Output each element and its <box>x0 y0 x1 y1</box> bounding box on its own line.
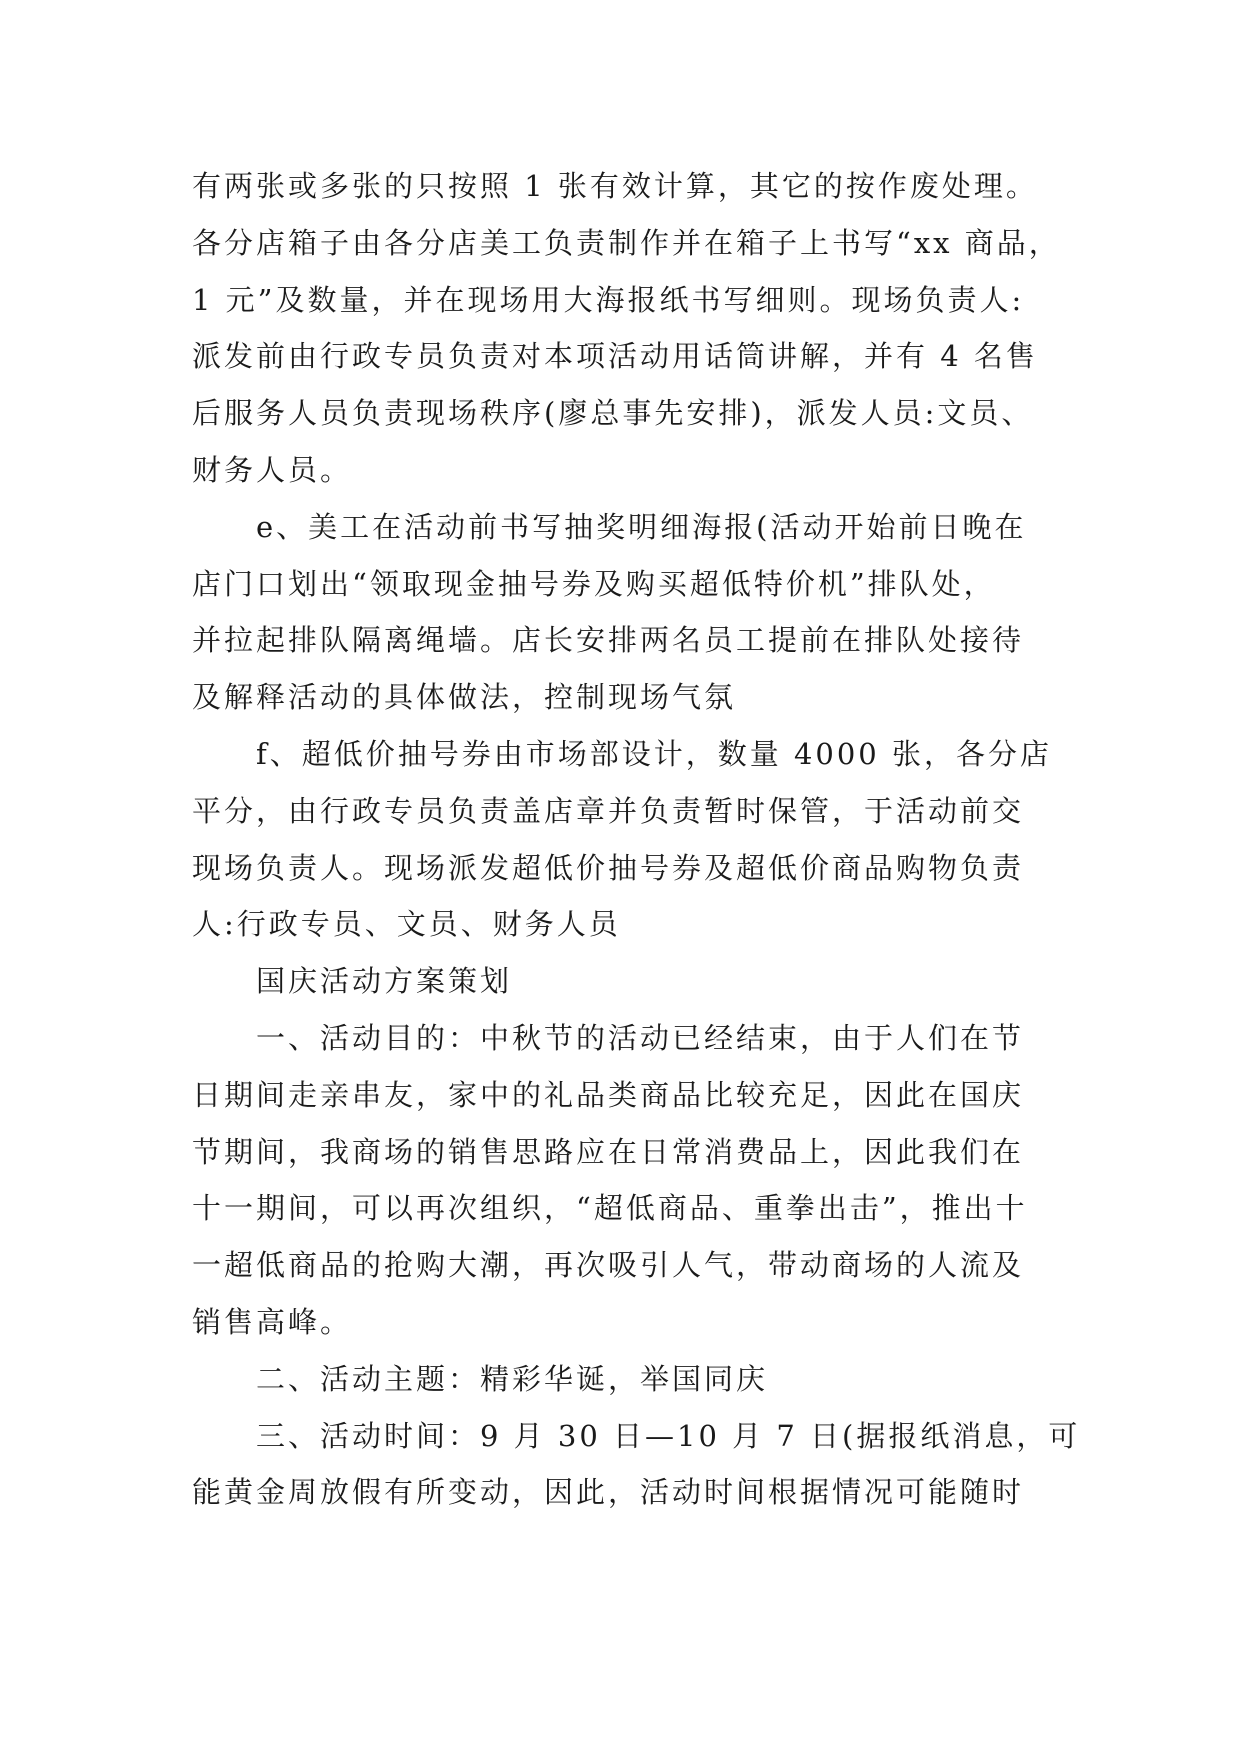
text-line: 能黄金周放假有所变动，因此，活动时间根据情况可能随时 <box>192 1475 1025 1510</box>
section-heading: 国庆活动方案策划 <box>256 964 513 999</box>
text-line: 平分，由行政专员负责盖店章并负责暂时保管，于活动前交 <box>192 793 1025 828</box>
text-line: 节期间，我商场的销售思路应在日常消费品上，因此我们在 <box>192 1134 1025 1169</box>
text-line: 现场负责人。现场派发超低价抽号券及超低价商品购物负责 <box>192 850 1025 885</box>
paragraph-start-line: 一、活动目的：中秋节的活动已经结束，由于人们在节 <box>256 1020 1025 1055</box>
text-line: 店门口划出“领取现金抽号券及购买超低特价机”排队处， <box>192 566 996 601</box>
text-line: 并拉起排队隔离绳墙。店长安排两名员工提前在排队处接待 <box>192 623 1025 658</box>
text-line: 1 元”及数量，并在现场用大海报纸书写细则。现场负责人: <box>192 282 1025 317</box>
text-line: 十一期间，可以再次组织，“超低商品、重拳出击”，推出十 <box>192 1191 1028 1226</box>
paragraph-start-line: 二、活动主题：精彩华诞，举国同庆 <box>256 1361 769 1396</box>
paragraph-start-line: 三、活动时间：9 月 30 日—10 月 7 日(据报纸消息，可 <box>256 1418 1081 1453</box>
text-line: 人:行政专员、文员、财务人员 <box>192 907 621 942</box>
text-line: 财务人员。 <box>192 452 353 487</box>
document-body <box>192 158 1081 1521</box>
text-line: 一超低商品的抢购大潮，再次吸引人气，带动商场的人流及 <box>192 1248 1025 1283</box>
paragraph-start-line: f、超低价抽号券由市场部设计，数量 4000 张，各分店 <box>256 736 1052 771</box>
text-line: 各分店箱子由各分店美工负责制作并在箱子上书写“xx 商品， <box>192 225 1061 260</box>
paragraph-start-line: e、美工在活动前书写抽奖明细海报(活动开始前日晚在 <box>256 509 1027 544</box>
text-line: 派发前由行政专员负责对本项活动用话筒讲解，并有 4 名售 <box>192 339 1038 374</box>
text-line: 日期间走亲串友，家中的礼品类商品比较充足，因此在国庆 <box>192 1077 1025 1112</box>
text-line: 销售高峰。 <box>192 1304 353 1339</box>
text-line: 后服务人员负责现场秩序(廖总事先安排)，派发人员:文员、 <box>192 396 1034 431</box>
text-line: 及解释活动的具体做法，控制现场气氛 <box>192 680 737 715</box>
text-line: 有两张或多张的只按照 1 张有效计算，其它的按作废处理。 <box>192 169 1038 203</box>
